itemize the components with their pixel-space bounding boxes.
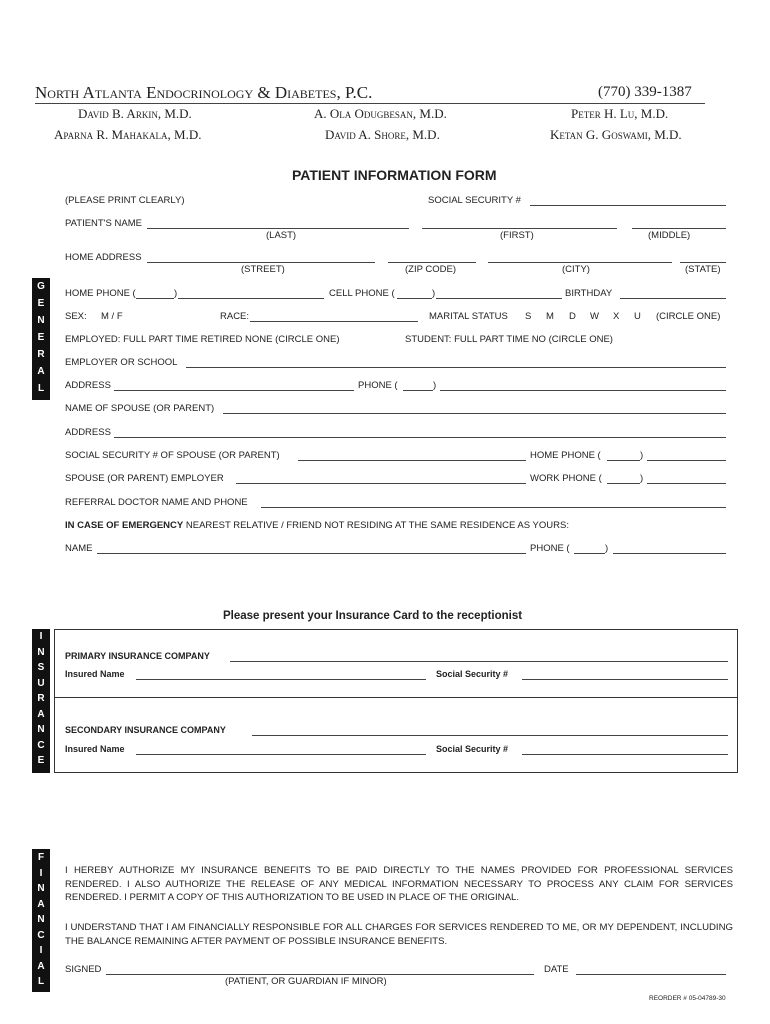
date-label: DATE <box>544 964 569 975</box>
marital-option-w[interactable]: W <box>590 311 599 322</box>
insured-name-field[interactable] <box>136 679 426 680</box>
address-label: ADDRESS <box>65 380 111 391</box>
cell-phone-area-field[interactable] <box>397 298 432 299</box>
home-phone2-area-field[interactable] <box>607 460 640 461</box>
employer-phone-area-field[interactable] <box>403 390 433 391</box>
doctor-name: David A. Shore, M.D. <box>325 127 440 142</box>
emergency-phone-area-field[interactable] <box>574 553 605 554</box>
street-field[interactable] <box>147 262 375 263</box>
marital-option-d[interactable]: D <box>569 311 576 322</box>
employed-options[interactable]: EMPLOYED: FULL PART TIME RETIRED NONE (CIRCLE ONE) <box>65 334 340 345</box>
ssn-label: SOCIAL SECURITY # <box>428 195 521 206</box>
zip-field[interactable] <box>388 262 476 263</box>
emergency-phone-label: PHONE ( <box>530 543 570 554</box>
spouse-address-label: ADDRESS <box>65 427 111 438</box>
spouse-employer-field[interactable] <box>236 483 526 484</box>
date-field[interactable] <box>576 974 726 975</box>
caption-first: (FIRST) <box>500 230 534 241</box>
marital-option-m[interactable]: M <box>546 311 554 322</box>
patient-name-label: PATIENT'S NAME <box>65 218 142 229</box>
referral-label: REFERRAL DOCTOR NAME AND PHONE <box>65 497 248 508</box>
middle-name-field[interactable] <box>632 228 726 229</box>
employer-field[interactable] <box>186 367 726 368</box>
caption-state: (STATE) <box>685 264 721 275</box>
insurance-card-notice: Please present your Insurance Card to the receptionist <box>223 610 523 622</box>
last-name-field[interactable] <box>147 228 409 229</box>
home-phone2-label: HOME PHONE ( <box>530 450 601 461</box>
primary-insurance-label: PRIMARY INSURANCE COMPANY <box>65 651 210 661</box>
marital-option-x[interactable]: X <box>613 311 620 322</box>
ssn-field[interactable] <box>530 205 726 206</box>
insured-ssn2-field[interactable] <box>522 754 728 755</box>
print-clearly-note: (PLEASE PRINT CLEARLY) <box>65 195 185 206</box>
insured-name2-label: Insured Name <box>65 744 125 754</box>
emergency-name-field[interactable] <box>97 553 526 554</box>
city-field[interactable] <box>488 262 672 263</box>
doctor-name: A. Ola Odugbesan, M.D. <box>314 106 447 121</box>
marital-option-s[interactable]: S <box>525 311 532 322</box>
caption-middle: (MIDDLE) <box>648 230 691 241</box>
marital-option-u[interactable]: U <box>634 311 641 322</box>
authorization-paragraph: I HEREBY AUTHORIZE MY INSURANCE BENEFITS TO BE PAID DIRECTLY TO THE NAMES PROVIDED FOR PROFESSIONAL SERVICES RENDERED. I ALSO AUTHORIZE THE RELEASE OF ANY MEDICAL INFORMATION NECESSARY TO PROCESS ANY CLAIM FOR SERVICES RENDERED. I PERMIT A COPY OF THIS AUTHORIZATION TO BE USED IN PLACE OF THE ORIGINAL. <box>65 865 733 903</box>
work-phone-field[interactable] <box>647 483 726 484</box>
birthday-field[interactable] <box>620 298 726 299</box>
doctor-name: Aparna R. Mahakala, M.D. <box>54 127 202 142</box>
doctor-name: David B. Arkin, M.D. <box>78 106 192 121</box>
sex-options[interactable]: M / F <box>101 311 123 322</box>
insured-name2-field[interactable] <box>136 754 426 755</box>
insured-name-label: Insured Name <box>65 669 125 679</box>
doctor-name: Peter H. Lu, M.D. <box>571 106 669 121</box>
financial-sidebar: F I N A N C I A L <box>32 849 50 992</box>
secondary-insurance-label: SECONDARY INSURANCE COMPANY <box>65 725 226 735</box>
practice-name: North Atlanta Endocrinology & Diabetes, P.C. <box>35 83 373 102</box>
marital-status-label: MARITAL STATUS <box>429 311 508 322</box>
birthday-label: BIRTHDAY <box>565 288 613 299</box>
emergency-heading: IN CASE OF EMERGENCY NEAREST RELATIVE / FRIEND NOT RESIDING AT THE SAME RESIDENCE AS YOURS: <box>65 520 569 531</box>
insured-ssn-label: Social Security # <box>436 669 509 679</box>
general-sidebar: G E N E R A L <box>32 278 50 400</box>
responsibility-paragraph: I UNDERSTAND THAT I AM FINANCIALLY RESPONSIBLE FOR ALL CHARGES FOR SERVICES RENDERED TO ME, OR MY DEPENDENT, INCLUDING THE BALANCE REMAINING AFTER PAYMENT OF POSSIBLE INSURANCE BENEFITS. <box>65 922 733 947</box>
home-address-label: HOME ADDRESS <box>65 252 142 263</box>
insurance-divider <box>54 697 738 698</box>
secondary-insurance-field[interactable] <box>252 735 728 736</box>
work-phone-label: WORK PHONE ( <box>530 473 602 484</box>
signed-label: SIGNED <box>65 964 102 975</box>
practice-phone: (770) 339-1387 <box>598 84 692 100</box>
doctor-name: Ketan G. Goswami, M.D. <box>550 127 682 142</box>
insured-ssn-field[interactable] <box>522 679 728 680</box>
sex-label: SEX: <box>65 311 87 322</box>
form-title: PATIENT INFORMATION FORM <box>292 167 497 183</box>
reorder-number: REORDER # 05-04789-30 <box>649 995 726 1002</box>
race-field[interactable] <box>250 321 418 322</box>
emergency-name-label: NAME <box>65 543 93 554</box>
work-phone-area-field[interactable] <box>607 483 640 484</box>
home-phone2-field[interactable] <box>647 460 726 461</box>
caption-city: (CITY) <box>562 264 590 275</box>
state-field[interactable] <box>680 262 726 263</box>
signed-caption: (PATIENT, OR GUARDIAN IF MINOR) <box>225 976 387 987</box>
race-label: RACE: <box>220 311 250 322</box>
spouse-address-field[interactable] <box>114 437 726 438</box>
phone-label: PHONE ( <box>358 380 398 391</box>
insurance-sidebar: I N S U R A N C E <box>32 629 50 773</box>
spouse-ssn-field[interactable] <box>298 460 526 461</box>
insured-ssn2-label: Social Security # <box>436 744 509 754</box>
home-phone-area-field[interactable] <box>136 298 174 299</box>
referral-field[interactable] <box>261 507 726 508</box>
circle-one-note: (CIRCLE ONE) <box>656 311 721 322</box>
home-phone-field[interactable] <box>178 298 324 299</box>
home-phone-label: HOME PHONE ( <box>65 288 136 299</box>
cell-phone-field[interactable] <box>436 298 562 299</box>
first-name-field[interactable] <box>422 228 617 229</box>
employer-label: EMPLOYER OR SCHOOL <box>65 357 178 368</box>
employer-address-field[interactable] <box>114 390 354 391</box>
header-rule <box>35 103 705 104</box>
student-options[interactable]: STUDENT: FULL PART TIME NO (CIRCLE ONE) <box>405 334 613 345</box>
spouse-employer-label: SPOUSE (OR PARENT) EMPLOYER <box>65 473 224 484</box>
caption-street: (STREET) <box>241 264 285 275</box>
spouse-name-field[interactable] <box>223 413 726 414</box>
cell-phone-label: CELL PHONE ( <box>329 288 395 299</box>
primary-insurance-field[interactable] <box>230 661 728 662</box>
employer-phone-field[interactable] <box>440 390 726 391</box>
spouse-name-label: NAME OF SPOUSE (OR PARENT) <box>65 403 215 414</box>
spouse-ssn-label: SOCIAL SECURITY # OF SPOUSE (OR PARENT) <box>65 450 280 461</box>
signature-field[interactable] <box>106 974 534 975</box>
caption-zip: (ZIP CODE) <box>405 264 457 275</box>
caption-last: (LAST) <box>266 230 297 241</box>
emergency-phone-field[interactable] <box>613 553 726 554</box>
